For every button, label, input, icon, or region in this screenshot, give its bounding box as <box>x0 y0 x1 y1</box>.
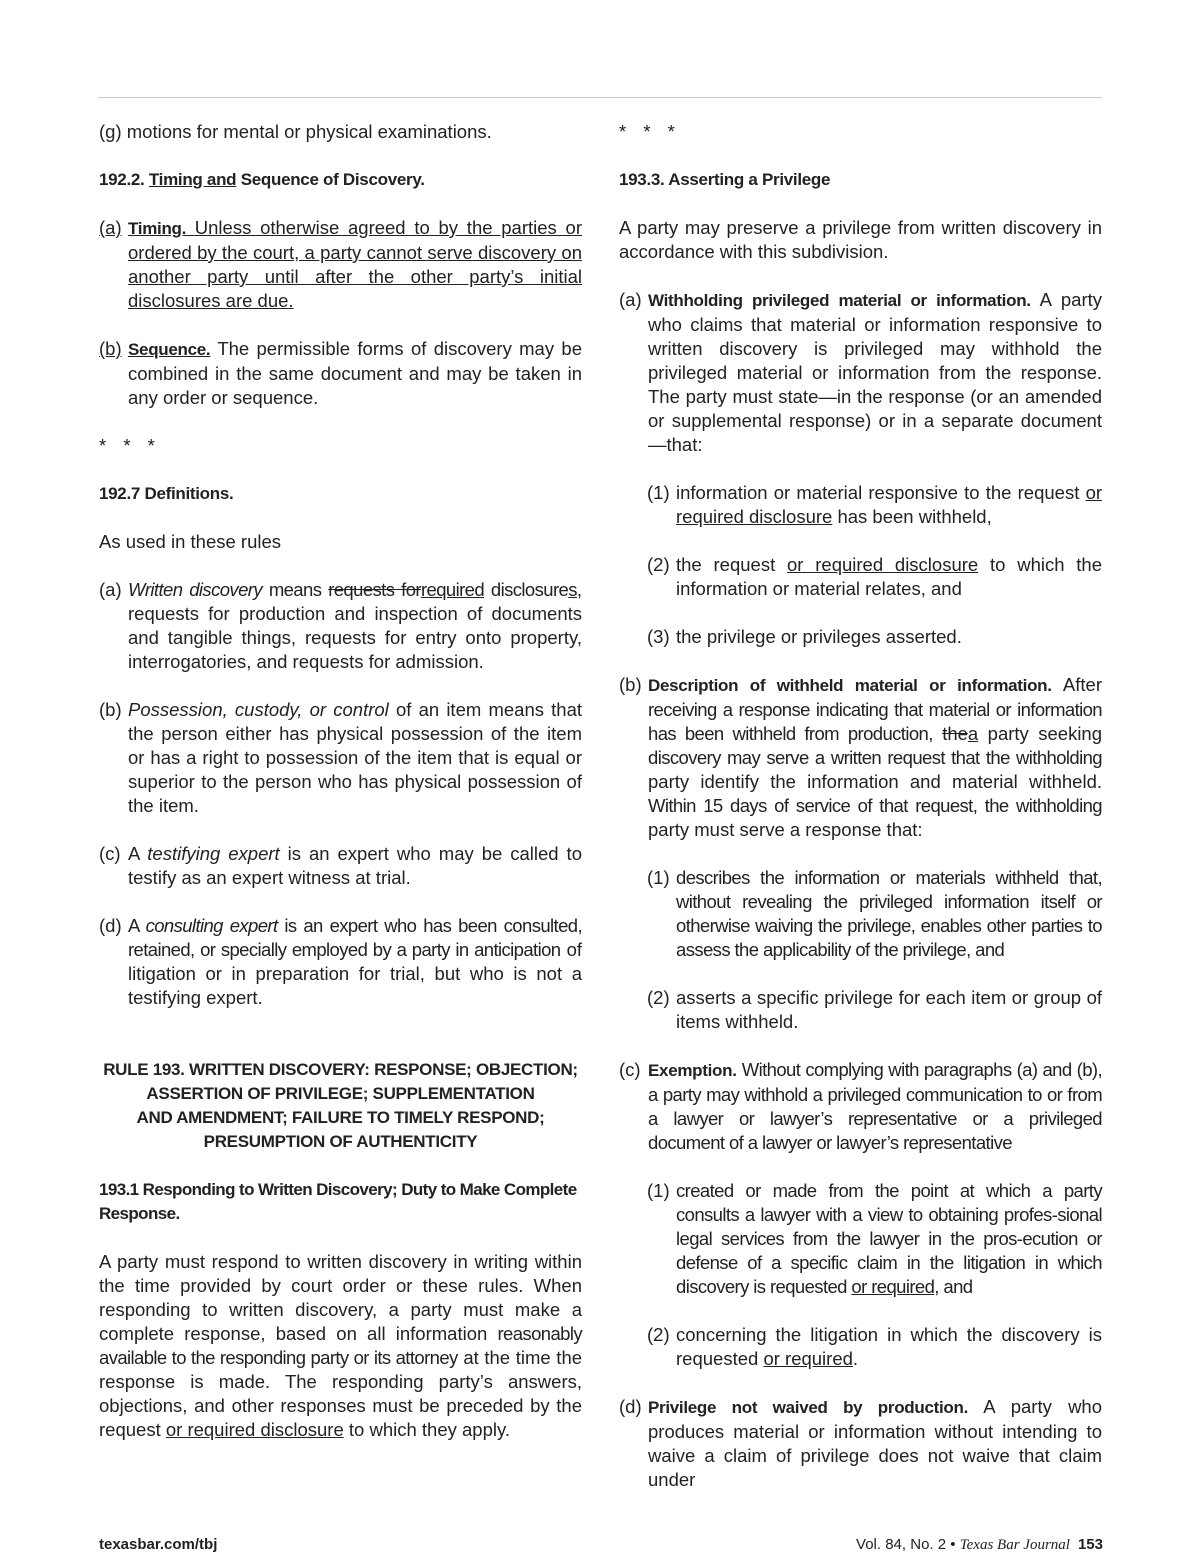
footer-website: texasbar.com/tbj <box>99 1536 218 1553</box>
item-label: (1) <box>647 1180 670 1201</box>
paragraph-193-1 <box>99 1250 582 1442</box>
item-text: A party who produces material or information without intending to waive a claim of privilege does not waive that claim under <box>648 1396 1103 1490</box>
deleted-text: the <box>942 723 968 744</box>
top-rule <box>98 97 1102 98</box>
sequence-item <box>99 337 582 410</box>
definition-text: is an expert who has been consulted, retained, or specially employed by a party in anticipation <box>128 915 582 960</box>
item-text: the privilege or privileges asserted. <box>676 626 962 647</box>
privilege-item-a <box>619 288 1102 457</box>
definition-text: is an expert who may be called to testify as an expert witness at trial. <box>128 843 582 888</box>
item-label: (b) <box>99 699 122 720</box>
item-text: concerning the litigation in which the discovery is requested <box>676 1324 1102 1369</box>
subitem-c2 <box>619 1323 1102 1371</box>
left-column <box>99 120 582 1442</box>
inserted-text: a <box>967 723 979 744</box>
item-label: (1) <box>647 867 670 888</box>
defined-term: Possession, custody, or control <box>128 699 389 720</box>
subitem-a2 <box>619 553 1102 601</box>
inserted-text: or required disclosure <box>676 482 1103 527</box>
item-label: (a) <box>99 217 122 238</box>
defined-term: Written discovery <box>128 579 262 600</box>
item-text: party identify the information and material withheld. <box>648 771 1102 792</box>
item-text: to which the information or material relates, and <box>676 554 1103 599</box>
privilege-item-d <box>619 1395 1102 1492</box>
timing-title: Timing. <box>128 219 187 238</box>
definition-b <box>99 698 582 818</box>
item-label: (d) <box>99 915 122 936</box>
item-label: (c) <box>99 843 121 864</box>
item-text: asserts a specific privilege for each item or group of items withheld. <box>676 987 1102 1032</box>
heading-193-1: 193.1 Responding to Written Discovery; Duty to Make Complete Response. <box>99 1180 577 1223</box>
item-text: Within 15 days of service of that request, the withholding <box>648 795 1102 816</box>
definition-text: A <box>128 915 139 936</box>
subitem-c1 <box>619 1179 1102 1299</box>
item-text: party must serve a response that: <box>648 819 923 840</box>
footer-journal-name: Texas Bar Journal <box>959 1537 1070 1553</box>
privilege-item-c <box>619 1058 1102 1155</box>
inserted-text: or required <box>763 1348 853 1369</box>
rule-193-heading <box>99 1058 582 1154</box>
rule-heading-line: AND AMENDMENT; FAILURE TO TIMELY RESPOND; <box>136 1108 545 1127</box>
subitem-a1 <box>619 481 1102 529</box>
heading-text: Sequence of Discovery. <box>240 170 425 189</box>
deleted-text: requests for <box>328 579 421 600</box>
page-number: 153 <box>1077 1536 1103 1553</box>
item-label: (b) <box>619 674 642 695</box>
subitem-b1 <box>619 866 1102 962</box>
item-text: After <box>1062 674 1102 695</box>
definition-a <box>99 578 582 674</box>
intro-paragraph: A party may preserve a privilege from written discovery in accordance with this subdivision. <box>619 217 1102 262</box>
inserted-text: or required <box>851 1276 935 1297</box>
item-text: has been withheld, <box>837 506 992 527</box>
defined-term: consulting expert <box>145 915 278 936</box>
subitem-b2 <box>619 986 1102 1034</box>
sequence-title: Sequence. <box>128 340 211 359</box>
item-title: Withholding privileged material or information. <box>648 291 1031 310</box>
rule-heading-line: ASSERTION OF PRIVILEGE; SUPPLEMENTATION <box>146 1084 535 1103</box>
definition-text: disclosure <box>490 579 569 600</box>
definition-text: of litigation or in preparation for trial, but who is not a testifying expert. <box>128 939 583 1008</box>
item-text: information or material responsive to the request <box>676 482 1080 503</box>
inserted-text: s <box>568 579 577 600</box>
item-title: Privilege not waived by production. <box>648 1398 968 1417</box>
item-title: Exemption. <box>648 1061 737 1080</box>
heading-number: 192.2. <box>99 170 145 189</box>
body-text: A party must respond to written discovery in writing within the time provided by court order or these rules. When responding to written discovery, a party must make a complete response, based on all information <box>99 1251 582 1344</box>
body-text: reasonably available to the responding party or its attorney <box>99 1323 582 1368</box>
heading-inserted-text: Timing and <box>148 170 237 189</box>
item-text: . <box>852 1348 859 1369</box>
item-label: (2) <box>647 1324 670 1345</box>
item-label: (d) <box>619 1396 642 1417</box>
body-text: to which they apply. <box>348 1419 511 1440</box>
item-title: Description of withheld material or information. <box>648 676 1052 695</box>
subitem-a3 <box>619 625 1102 649</box>
section-break-stars: * * * <box>619 121 681 142</box>
item-text: discovery may serve a written request that the withholding <box>648 747 1102 768</box>
definition-text: of an item means that the person either has physical possession of the item or has a right to possession of the item that is equal or superior to the person who has physical possession of the item. <box>128 699 583 816</box>
footer-volume: Vol. 84, No. 2 • <box>856 1536 956 1553</box>
inserted-text: or required disclosure <box>165 1419 344 1440</box>
definition-text: A <box>128 843 140 864</box>
item-label: (3) <box>647 626 670 647</box>
heading-193-3: 193.3. Asserting a Privilege <box>619 170 831 189</box>
item-text: receiving a response indicating that material or information has been withheld from production, <box>648 699 1102 744</box>
item-label: (b) <box>99 338 122 359</box>
rule-heading-line: RULE 193. WRITTEN DISCOVERY: RESPONSE; OBJECTION; <box>103 1060 578 1079</box>
item-text: A party who claims that material or information responsive to written discovery is privileged may withhold the privileged material or information from the response. The party must state—in the response (or an amended or supplemental response) or in a separate document—that: <box>648 289 1103 455</box>
item-label: (2) <box>647 987 670 1008</box>
item-text: , and <box>934 1276 973 1297</box>
item-text: describes the information or materials withheld that, without revealing the privileged information itself or otherwise waiving the privilege, enables other parties to assess the applicability of the privilege, and <box>676 867 1102 960</box>
item-text: party seeking <box>987 723 1103 744</box>
inserted-text: or required disclosure <box>787 554 979 575</box>
heading-192-7: 192.7 Definitions. <box>99 484 234 503</box>
footer-issue <box>856 1536 1103 1554</box>
item-g: (g) motions for mental or physical examinations. <box>99 121 492 142</box>
body-text: at the time the response is made. The responding party’s answers, objections, and other responses must be preceded by the request <box>99 1347 583 1440</box>
inserted-text: required <box>420 579 485 600</box>
definition-text: means <box>268 579 322 600</box>
item-label: (c) <box>619 1059 641 1080</box>
timing-item <box>99 216 582 313</box>
definition-c <box>99 842 582 890</box>
definition-text: , requests for production and inspection of documents and tangible things, requests for entry onto property, interrogatories, and requests for admission. <box>128 579 582 672</box>
item-text: Without complying with paragraphs (a) and (b), a party may withhold a privileged communication to or from a lawyer or lawyer’s representative or a privileged document of a lawyer or lawyer’s representative <box>648 1059 1102 1153</box>
item-text: the request <box>676 554 776 575</box>
timing-text: Unless otherwise agreed to by the parties or ordered by the court, a party cannot serve discovery on another party until after the other party’s initial disclosures are due. <box>128 217 582 311</box>
definition-d <box>99 914 582 1010</box>
section-break-stars: * * * <box>99 435 161 456</box>
item-label: (1) <box>647 482 670 503</box>
right-column <box>619 120 1102 1492</box>
item-label: (a) <box>99 579 122 600</box>
item-label: (a) <box>619 289 642 310</box>
sequence-text: The permissible forms of discovery may be combined in the same document and may be taken in any order or sequence. <box>128 338 582 408</box>
as-used-text: As used in these rules <box>99 531 282 552</box>
heading-192-2 <box>99 168 582 192</box>
defined-term: testifying expert <box>147 843 280 864</box>
item-text: created or made from the point at which a party consults a lawyer with a view to obtaining profes-sional legal services from the lawyer in the pros-ecution or defense of a specific claim in the litigation in which discovery is requested <box>676 1180 1102 1297</box>
rule-heading-line: PRESUMPTION OF AUTHENTICITY <box>203 1132 478 1151</box>
item-label: (2) <box>647 554 670 575</box>
privilege-item-b <box>619 673 1102 842</box>
